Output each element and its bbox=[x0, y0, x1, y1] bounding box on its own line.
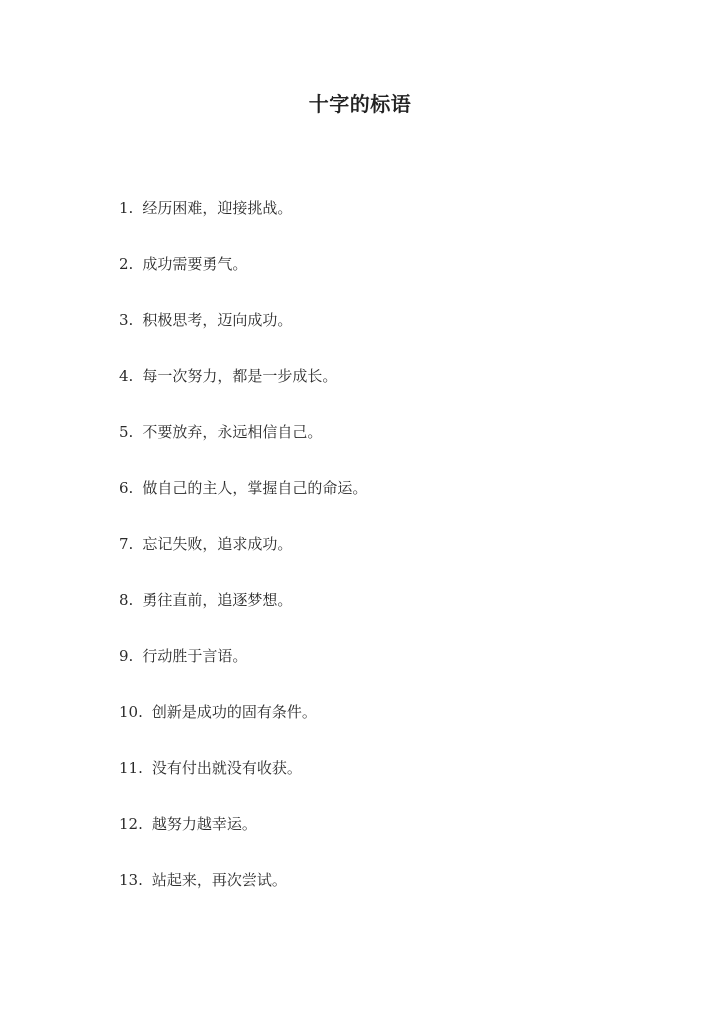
slogan-list bbox=[119, 196, 679, 924]
list-item bbox=[119, 364, 679, 420]
item-text: 站起来，再次尝试。 bbox=[151, 871, 287, 889]
item-text: 行动胜于言语。 bbox=[142, 647, 248, 665]
list-item bbox=[119, 308, 679, 364]
item-text: 经历困难，迎接挑战。 bbox=[142, 199, 293, 217]
item-number: 10. bbox=[119, 703, 143, 721]
list-item bbox=[119, 644, 679, 700]
list-item bbox=[119, 420, 679, 476]
item-number: 4. bbox=[119, 367, 134, 385]
list-item bbox=[119, 532, 679, 588]
item-text: 忘记失败，追求成功。 bbox=[142, 535, 293, 553]
item-text: 创新是成功的固有条件。 bbox=[151, 703, 317, 721]
item-text: 勇往直前，追逐梦想。 bbox=[142, 591, 293, 609]
item-number: 9. bbox=[119, 647, 134, 665]
item-number: 2. bbox=[119, 255, 134, 273]
item-text: 成功需要勇气。 bbox=[142, 255, 248, 273]
item-text: 没有付出就没有收获。 bbox=[151, 759, 302, 777]
list-item bbox=[119, 196, 679, 252]
item-text: 每一次努力，都是一步成长。 bbox=[142, 367, 338, 385]
item-text: 不要放弃，永远相信自己。 bbox=[142, 423, 323, 441]
list-item bbox=[119, 868, 679, 924]
item-number: 13. bbox=[119, 871, 143, 889]
item-text: 做自己的主人，掌握自己的命运。 bbox=[142, 479, 368, 497]
list-item bbox=[119, 252, 679, 308]
list-item bbox=[119, 476, 679, 532]
item-number: 5. bbox=[119, 423, 134, 441]
list-item bbox=[119, 700, 679, 756]
list-item bbox=[119, 756, 679, 812]
list-item bbox=[119, 812, 679, 868]
page-title: 十字的标语 bbox=[308, 92, 412, 116]
item-number: 12. bbox=[119, 815, 143, 833]
item-number: 6. bbox=[119, 479, 134, 497]
item-text: 积极思考，迈向成功。 bbox=[142, 311, 293, 329]
item-number: 11. bbox=[119, 759, 143, 777]
list-item bbox=[119, 588, 679, 644]
item-number: 3. bbox=[119, 311, 134, 329]
item-number: 8. bbox=[119, 591, 134, 609]
item-number: 1. bbox=[119, 199, 134, 217]
item-text: 越努力越幸运。 bbox=[151, 815, 257, 833]
item-number: 7. bbox=[119, 535, 134, 553]
